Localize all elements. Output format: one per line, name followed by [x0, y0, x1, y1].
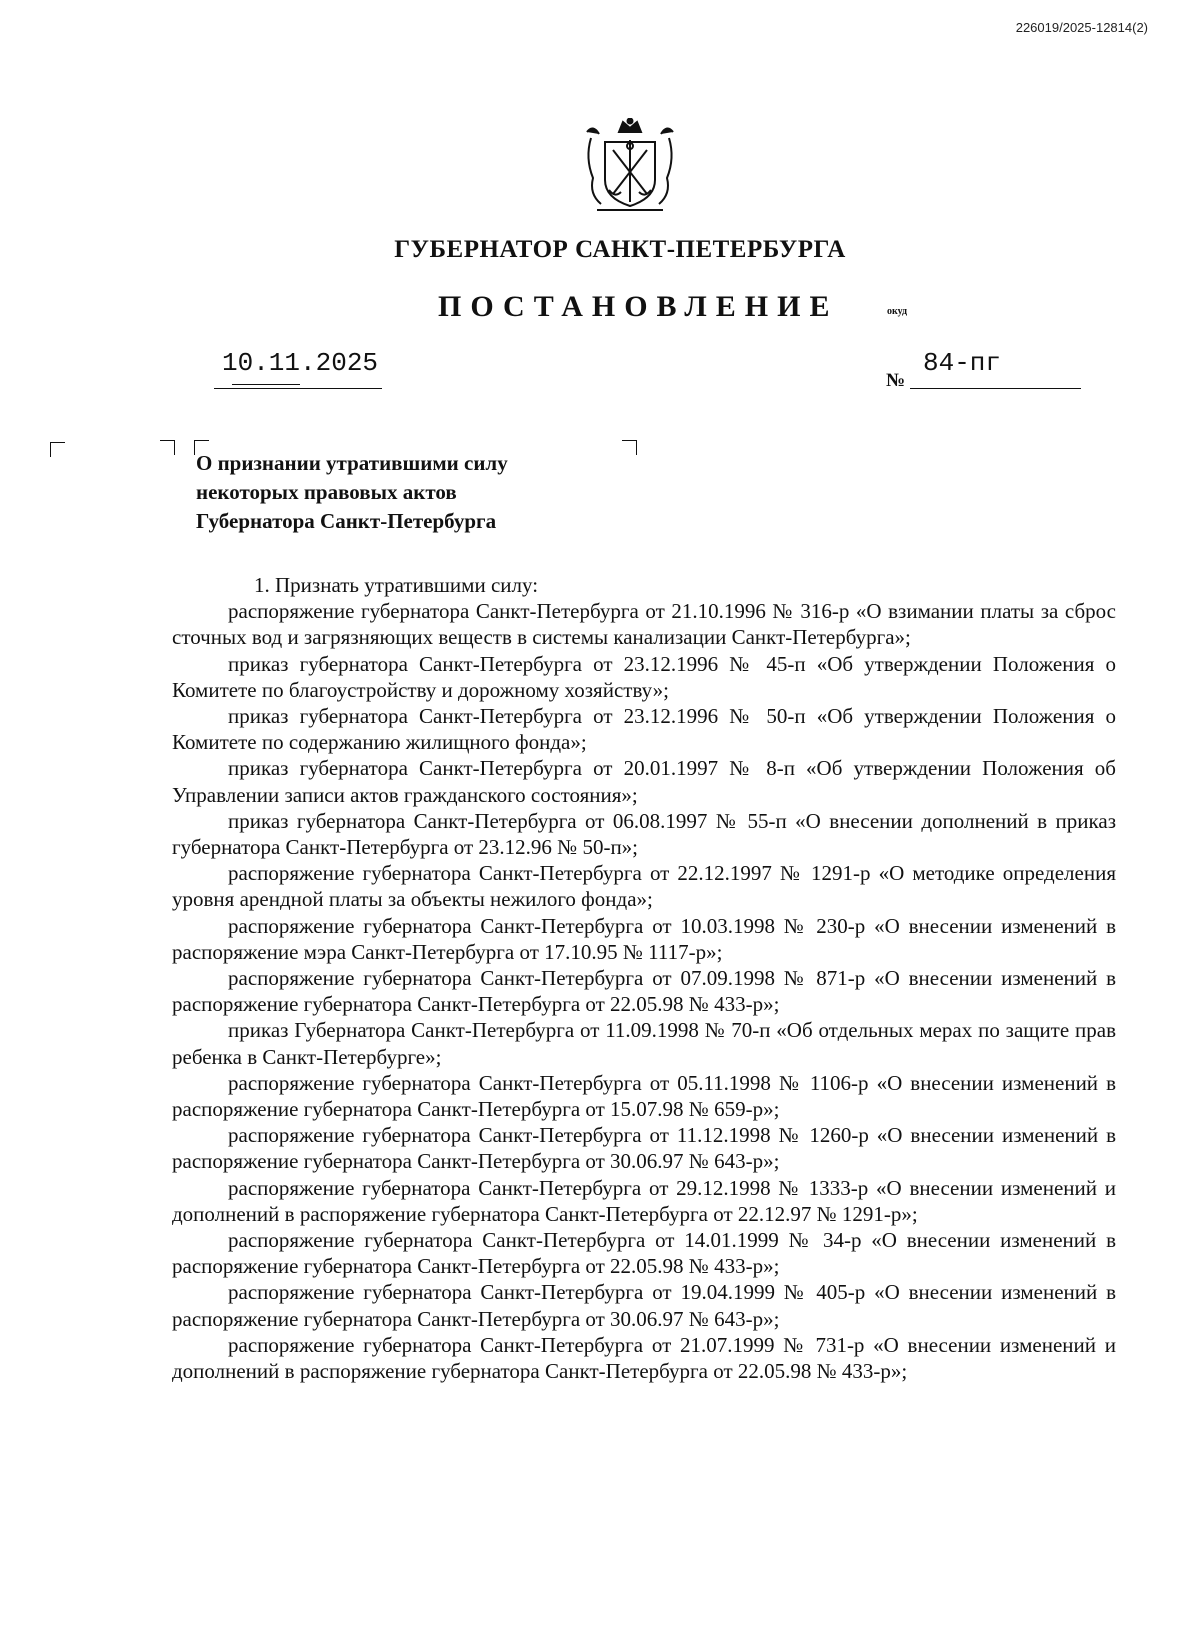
issuing-authority: ГУБЕРНАТОР САНКТ-ПЕТЕРБУРГА	[394, 236, 846, 263]
list-item: распоряжение губернатора Санкт-Петербурга от 14.01.1999 № 34-р «О внесении изменений в распоряжение губернатора Санкт-Петербурга от 22.05.98 № 433-р»;	[172, 1228, 1116, 1279]
list-item: приказ губернатора Санкт-Петербурга от 23.12.1996 № 45-п «Об утверждении Положения о Комитете по благоустройству и дорожному хозяйству»;	[172, 651, 1116, 702]
document-subject	[196, 449, 508, 536]
list-item: распоряжение губернатора Санкт-Петербурга от 05.11.1998 № 1106-р «О внесении изменений в распоряжение губернатора Санкт-Петербурга от 15.07.98 № 659-р»;	[172, 1070, 1116, 1122]
list-item: распоряжение губернатора Санкт-Петербурга от 19.04.1999 № 405-р «О внесении изменений в распоряжение губернатора Санкт-Петербурга от 30.06.97 № 643-р»;	[172, 1280, 1116, 1331]
list-item: распоряжение губернатора Санкт-Петербурга от 07.09.1998 № 871-р «О внесении изменений в распоряжение губернатора Санкт-Петербурга от 22.05.98 № 433-р»;	[172, 966, 1116, 1017]
number-sign: №	[886, 370, 906, 391]
date-underline-short	[232, 384, 300, 385]
list-item: приказ губернатора Санкт-Петербурга от 20.01.1997 № 8-п «Об утверждении Положения об Управлении записи актов гражданского состояния»;	[172, 756, 1116, 807]
list-item: приказ губернатора Санкт-Петербурга от 06.08.1997 № 55-п «О внесении дополнений в приказ губернатора Санкт-Петербурга от 23.12.96 № 50-п»;	[172, 808, 1116, 860]
corner-mark-right	[622, 440, 637, 455]
document-number: 84-пг	[923, 348, 1002, 378]
list-item: распоряжение губернатора Санкт-Петербурга от 21.07.1999 № 731-р «О внесении изменений и дополнений в распоряжение губернатора Санкт-Петербурга от 22.05.98 № 433-р»;	[172, 1332, 1116, 1384]
list-item: распоряжение губернатора Санкт-Петербурга от 22.12.1997 № 1291-р «О методике определения уровня арендной платы за объекты нежилого фонда»;	[172, 861, 1116, 912]
document-type-title: ПОСТАНОВЛЕНИЕ	[438, 290, 839, 323]
date-underline	[214, 388, 382, 389]
okud-label: окуд	[887, 306, 908, 317]
registration-number: 226019/2025-12814(2)	[1015, 20, 1148, 35]
list-item: распоряжение губернатора Санкт-Петербурга от 10.03.1998 № 230-р «О внесении изменений в распоряжение мэра Санкт-Петербурга от 17.10.95 № 1117-р»;	[172, 913, 1116, 964]
subject-line: некоторых правовых актов	[196, 480, 457, 504]
corner-mark-left	[50, 442, 65, 457]
saint-petersburg-coat-of-arms-icon	[575, 118, 685, 218]
document-date: 10.11.2025	[222, 348, 379, 378]
document-body	[172, 572, 1116, 1384]
list-item: приказ Губернатора Санкт-Петербурга от 11.09.1998 № 70-п «Об отдельных мерах по защите прав ребенка в Санкт-Петербурге»;	[172, 1018, 1116, 1069]
list-item: приказ губернатора Санкт-Петербурга от 23.12.1996 № 50-п «Об утверждении Положения о Комитете по содержанию жилищного фонда»;	[172, 704, 1116, 755]
number-underline	[910, 388, 1081, 389]
subject-line: Губернатора Санкт-Петербурга	[196, 509, 497, 533]
corner-mark	[160, 440, 175, 455]
list-item: распоряжение губернатора Санкт-Петербурга от 29.12.1998 № 1333-р «О внесении изменений и дополнений в распоряжение губернатора Санкт-Петербурга от 22.12.97 № 1291-р»;	[172, 1175, 1116, 1226]
clause-intro: 1. Признать утратившими силу:	[254, 573, 539, 597]
subject-line: О признании утратившими силу	[196, 451, 508, 475]
list-item: распоряжение губернатора Санкт-Петербурга от 11.12.1998 № 1260-р «О внесении изменений в распоряжение губернатора Санкт-Петербурга от 30.06.97 № 643-р»;	[172, 1123, 1116, 1174]
list-item: распоряжение губернатора Санкт-Петербурга от 21.10.1996 № 316-р «О взимании платы за сброс сточных вод и загрязняющих веществ в системы канализации Санкт-Петербурга»;	[172, 599, 1116, 650]
